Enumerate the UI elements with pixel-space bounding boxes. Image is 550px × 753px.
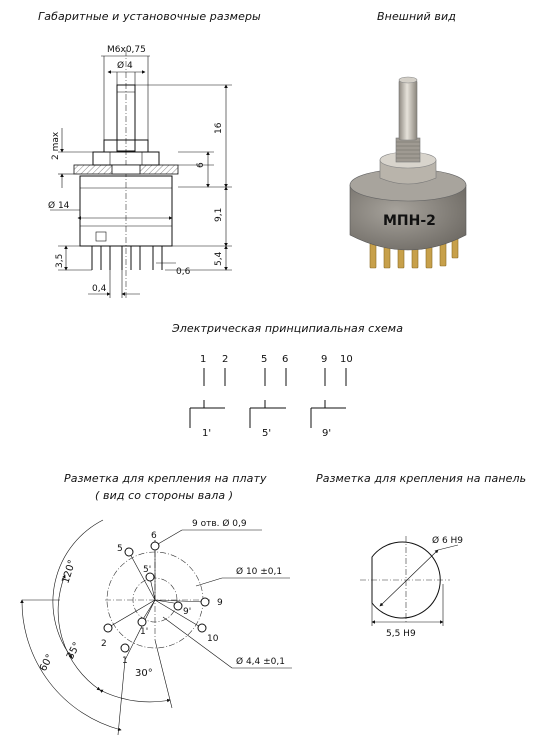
contact-5-label: 5 <box>261 354 268 365</box>
thread-label: М6х0,75 <box>107 45 146 55</box>
contact-1-label: 1 <box>200 354 207 365</box>
dim-0-6-label: 0,6 <box>176 267 191 277</box>
product-photo <box>350 77 466 268</box>
dim-6-label: 6 <box>196 162 206 168</box>
board-mount-subtitle: ( вид со стороны вала ) <box>95 489 234 502</box>
dim-16-label: 16 <box>214 122 224 134</box>
schematic-title: Электрическая принципиальная схема <box>172 322 404 335</box>
pin-5-label: 5 <box>117 544 123 554</box>
switch-group-5 <box>250 354 288 439</box>
holes-note: 9 отв. Ø 0,9 <box>192 519 247 529</box>
common-1-label: 1' <box>202 428 212 439</box>
angle-35-label: 35° <box>64 640 83 662</box>
board-layout <box>22 518 292 735</box>
dimensions-title: Габаритные и установочные размеры <box>38 10 261 23</box>
pin-6-label: 6 <box>151 531 157 541</box>
angle-120-label: 120° <box>60 558 79 585</box>
max-height-label: 2 max <box>51 131 61 160</box>
panel-cutout <box>360 535 463 639</box>
panel-flat-label: 5,5 Н9 <box>386 629 416 639</box>
angle-60-label: 60° <box>37 652 56 674</box>
pin-2-label: 2 <box>101 639 107 649</box>
dim-9-1-label: 9,1 <box>214 207 224 222</box>
pcd-label: Ø 4,4 ±0,1 <box>236 657 285 667</box>
schematic <box>190 354 353 439</box>
pin-9-prime-label: 9' <box>183 607 192 617</box>
dim-5-4-label: 5,4 <box>214 251 224 266</box>
panel-hole-dia-label: Ø 6 Н9 <box>432 536 464 546</box>
shaft-dia-label: Ø 4 <box>117 61 133 71</box>
inner-dia-label: Ø 10 ±0,1 <box>236 567 283 577</box>
panel-mount-title: Разметка для крепления на панель <box>316 472 527 485</box>
contact-10-label: 10 <box>340 354 353 365</box>
common-9-label: 9' <box>322 428 332 439</box>
contact-9-label: 9 <box>321 354 328 365</box>
dimension-drawing <box>48 45 232 300</box>
dim-3-5-label: 3,5 <box>55 253 65 268</box>
external-view-title: Внешний вид <box>377 10 456 23</box>
pin-5-prime-label: 5' <box>143 565 152 575</box>
contact-2-label: 2 <box>222 354 229 365</box>
board-mount-title: Разметка для крепления на плату <box>64 472 267 485</box>
product-marking: МПН-2 <box>383 213 436 229</box>
switch-group-1 <box>190 354 228 439</box>
dim-0-4-label: 0,4 <box>92 284 107 294</box>
angle-30-label: 30° <box>135 668 153 679</box>
switch-group-9 <box>311 354 353 439</box>
pin-10-label: 10 <box>207 634 219 644</box>
pin-1-prime-label: 1' <box>140 627 149 637</box>
common-5-label: 5' <box>262 428 272 439</box>
contact-6-label: 6 <box>282 354 289 365</box>
pin-1-label: 1 <box>122 656 128 666</box>
body-dia-label: Ø 14 <box>48 201 70 211</box>
pin-9-label: 9 <box>217 598 223 608</box>
